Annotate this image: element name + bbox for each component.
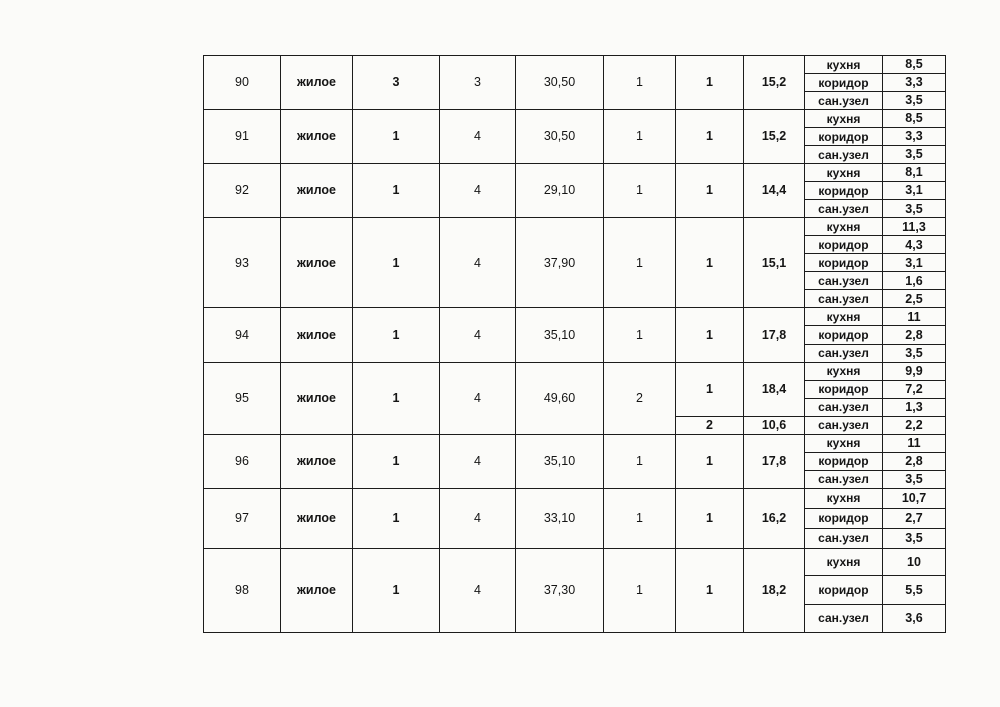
aux-room-name: сан.узел [805, 272, 883, 290]
room-area: 16,2 [744, 488, 805, 548]
apartment-type: жилое [281, 488, 353, 548]
apartment-number: 91 [204, 110, 281, 164]
aux-room-name: сан.узел [805, 344, 883, 362]
aux-room-area: 11 [883, 434, 946, 452]
room-area: 18,2 [744, 548, 805, 632]
aux-room-area: 11,3 [883, 218, 946, 236]
room-number: 1 [676, 164, 744, 218]
apartment-number: 97 [204, 488, 281, 548]
aux-room-area: 2,5 [883, 290, 946, 308]
table-row [204, 308, 946, 326]
column-3-value: 1 [353, 218, 440, 308]
aux-room-name: кухня [805, 488, 883, 508]
column-4-value: 4 [440, 548, 516, 632]
apartment-type: жилое [281, 110, 353, 164]
apartment-number: 92 [204, 164, 281, 218]
total-area: 30,50 [516, 56, 604, 110]
room-area: 18,4 [744, 362, 805, 416]
apartment-number: 93 [204, 218, 281, 308]
aux-room-name: сан.узел [805, 604, 883, 632]
aux-room-area: 10,7 [883, 488, 946, 508]
aux-room-name: кухня [805, 110, 883, 128]
total-area: 35,10 [516, 434, 604, 488]
table-row [204, 218, 946, 236]
total-area: 30,50 [516, 110, 604, 164]
column-3-value: 1 [353, 434, 440, 488]
apartments-table [203, 55, 946, 633]
aux-room-area: 3,5 [883, 344, 946, 362]
apartment-number: 98 [204, 548, 281, 632]
total-area: 29,10 [516, 164, 604, 218]
aux-room-area: 3,6 [883, 604, 946, 632]
aux-room-area: 2,8 [883, 452, 946, 470]
rooms-count: 1 [604, 548, 676, 632]
aux-room-area: 2,7 [883, 508, 946, 528]
rooms-count: 1 [604, 164, 676, 218]
room-area: 15,2 [744, 110, 805, 164]
apartment-type: жилое [281, 434, 353, 488]
aux-room-area: 3,1 [883, 254, 946, 272]
aux-room-name: сан.узел [805, 416, 883, 434]
column-3-value: 1 [353, 110, 440, 164]
total-area: 49,60 [516, 362, 604, 434]
column-4-value: 3 [440, 56, 516, 110]
total-area: 33,10 [516, 488, 604, 548]
room-area: 15,2 [744, 56, 805, 110]
aux-room-name: коридор [805, 74, 883, 92]
column-3-value: 1 [353, 488, 440, 548]
aux-room-name: сан.узел [805, 398, 883, 416]
aux-room-name: коридор [805, 128, 883, 146]
column-3-value: 1 [353, 308, 440, 362]
aux-room-name: кухня [805, 362, 883, 380]
total-area: 37,30 [516, 548, 604, 632]
room-number: 1 [676, 218, 744, 308]
aux-room-area: 1,3 [883, 398, 946, 416]
room-number: 2 [676, 416, 744, 434]
column-3-value: 3 [353, 56, 440, 110]
aux-room-name: коридор [805, 182, 883, 200]
total-area: 35,10 [516, 308, 604, 362]
column-4-value: 4 [440, 218, 516, 308]
room-area: 10,6 [744, 416, 805, 434]
aux-room-area: 8,1 [883, 164, 946, 182]
aux-room-area: 3,5 [883, 200, 946, 218]
aux-room-name: коридор [805, 326, 883, 344]
apartment-type: жилое [281, 56, 353, 110]
column-4-value: 4 [440, 362, 516, 434]
aux-room-name: кухня [805, 56, 883, 74]
apartment-type: жилое [281, 308, 353, 362]
apartment-type: жилое [281, 362, 353, 434]
aux-room-name: кухня [805, 308, 883, 326]
aux-room-area: 10 [883, 548, 946, 575]
table-row [204, 488, 946, 508]
aux-room-area: 3,5 [883, 470, 946, 488]
column-4-value: 4 [440, 164, 516, 218]
apartment-number: 96 [204, 434, 281, 488]
aux-room-name: сан.узел [805, 470, 883, 488]
aux-room-area: 3,1 [883, 182, 946, 200]
room-number: 1 [676, 548, 744, 632]
table-row [204, 362, 946, 380]
apartment-number: 94 [204, 308, 281, 362]
apartment-number: 90 [204, 56, 281, 110]
aux-room-name: кухня [805, 164, 883, 182]
aux-room-name: сан.узел [805, 146, 883, 164]
aux-room-name: кухня [805, 218, 883, 236]
aux-room-area: 5,5 [883, 575, 946, 604]
aux-room-area: 3,5 [883, 92, 946, 110]
room-number: 1 [676, 110, 744, 164]
room-number: 1 [676, 488, 744, 548]
aux-room-name: коридор [805, 452, 883, 470]
room-number: 1 [676, 434, 744, 488]
aux-room-area: 11 [883, 308, 946, 326]
rooms-count: 1 [604, 308, 676, 362]
aux-room-area: 8,5 [883, 110, 946, 128]
aux-room-area: 9,9 [883, 362, 946, 380]
rooms-count: 2 [604, 362, 676, 434]
room-area: 17,8 [744, 308, 805, 362]
apartment-number: 95 [204, 362, 281, 434]
aux-room-area: 3,5 [883, 146, 946, 164]
aux-room-name: сан.узел [805, 200, 883, 218]
total-area: 37,90 [516, 218, 604, 308]
room-area: 15,1 [744, 218, 805, 308]
aux-room-area: 4,3 [883, 236, 946, 254]
aux-room-area: 7,2 [883, 380, 946, 398]
table-row [204, 548, 946, 575]
aux-room-name: сан.узел [805, 290, 883, 308]
column-3-value: 1 [353, 548, 440, 632]
aux-room-name: кухня [805, 548, 883, 575]
rooms-count: 1 [604, 434, 676, 488]
table-row [204, 164, 946, 182]
room-area: 14,4 [744, 164, 805, 218]
room-area: 17,8 [744, 434, 805, 488]
aux-room-area: 2,8 [883, 326, 946, 344]
column-4-value: 4 [440, 308, 516, 362]
table-row [204, 56, 946, 74]
table-body [204, 56, 946, 633]
apartment-type: жилое [281, 164, 353, 218]
room-number: 1 [676, 56, 744, 110]
aux-room-area: 3,3 [883, 74, 946, 92]
aux-room-name: коридор [805, 236, 883, 254]
aux-room-area: 2,2 [883, 416, 946, 434]
aux-room-name: коридор [805, 575, 883, 604]
aux-room-name: кухня [805, 434, 883, 452]
apartment-type: жилое [281, 548, 353, 632]
rooms-count: 1 [604, 488, 676, 548]
apartment-type: жилое [281, 218, 353, 308]
table-row [204, 434, 946, 452]
aux-room-area: 8,5 [883, 56, 946, 74]
aux-room-name: коридор [805, 254, 883, 272]
aux-room-name: коридор [805, 508, 883, 528]
column-4-value: 4 [440, 488, 516, 548]
column-4-value: 4 [440, 110, 516, 164]
aux-room-name: сан.узел [805, 92, 883, 110]
rooms-count: 1 [604, 110, 676, 164]
column-3-value: 1 [353, 164, 440, 218]
room-number: 1 [676, 362, 744, 416]
aux-room-area: 1,6 [883, 272, 946, 290]
column-4-value: 4 [440, 434, 516, 488]
room-number: 1 [676, 308, 744, 362]
table-row [204, 110, 946, 128]
rooms-count: 1 [604, 218, 676, 308]
column-3-value: 1 [353, 362, 440, 434]
aux-room-area: 3,3 [883, 128, 946, 146]
aux-room-name: сан.узел [805, 528, 883, 548]
rooms-count: 1 [604, 56, 676, 110]
aux-room-name: коридор [805, 380, 883, 398]
aux-room-area: 3,5 [883, 528, 946, 548]
